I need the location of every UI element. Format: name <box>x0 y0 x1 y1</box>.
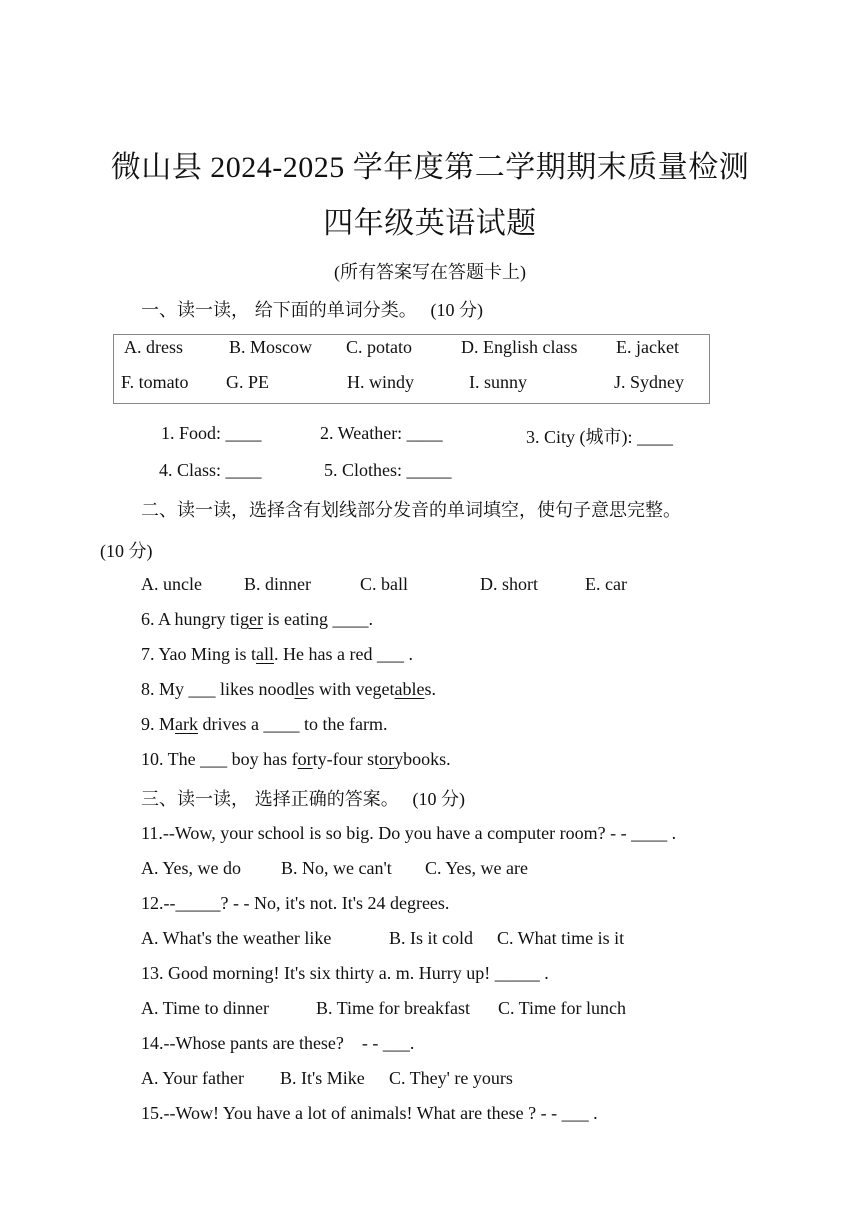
category-clothes: 5. Clothes: _____ <box>324 460 452 480</box>
q9-text-a: 9. M <box>141 714 176 734</box>
q12-option-b: B. Is it cold <box>389 928 473 948</box>
option-short: D. short <box>480 574 538 594</box>
q6-text-b: is eating ____. <box>263 609 373 629</box>
q10-underlined-1: or <box>297 749 313 769</box>
q14-option-b: B. It's Mike <box>280 1068 365 1088</box>
q11-option-b: B. No, we can't <box>281 858 392 878</box>
section1-heading <box>141 296 483 322</box>
word-a: A. dress <box>124 337 183 357</box>
q12-option-c: C. What time is it <box>497 928 625 948</box>
q6-text-a: 6. A hungry ti <box>141 609 241 629</box>
q8-text-b: s with veget <box>307 679 395 699</box>
word-j: J. Sydney <box>614 372 685 392</box>
option-ball: C. ball <box>360 574 408 594</box>
q11-option-c: C. Yes, we are <box>425 858 528 878</box>
question-14: 14.--Whose pants are these? - - ___. <box>141 1033 415 1053</box>
category-weather: 2. Weather: ____ <box>320 423 443 443</box>
question-12: 12.--_____? - - No, it's not. It's 24 degrees. <box>141 893 450 913</box>
section3-heading-text: 三、读一读， 选择正确的答案。 <box>141 789 399 810</box>
q8-underlined-1: le <box>294 679 308 699</box>
question-10 <box>141 749 451 770</box>
q14-option-c: C. They' re yours <box>389 1068 513 1088</box>
question-13: 13. Good morning! It's six thirty a. m. Hurry up! _____ . <box>141 963 549 983</box>
word-g: G. PE <box>226 372 270 392</box>
question-8 <box>141 679 436 700</box>
q14-option-a: A. Your father <box>141 1068 244 1088</box>
q11-option-a: A. Yes, we do <box>141 858 242 878</box>
q10-text-a: 10. The ___ boy has f <box>141 749 298 769</box>
q8-underlined-2: able <box>394 679 425 699</box>
section3-points: (10 分) <box>412 789 465 809</box>
exam-title: 微山县 2024-2025 学年度第二学期期末质量检测 <box>110 151 750 184</box>
exam-subtitle: 四年级英语试题 <box>323 207 537 240</box>
section1-points: (10 分) <box>430 300 483 320</box>
question-6 <box>141 609 373 630</box>
section2-points: (10 分) <box>100 541 153 561</box>
q13-option-a: A. Time to dinner <box>141 998 270 1018</box>
q8-text-c: s. <box>424 679 437 699</box>
category-class: 4. Class: ____ <box>159 460 262 480</box>
q13-option-b: B. Time for breakfast <box>316 998 470 1018</box>
q7-underlined: all <box>256 644 275 664</box>
question-11: 11.--Wow, your school is so big. Do you have a computer room? - - ____ . <box>141 823 677 843</box>
question-7 <box>141 644 413 665</box>
q9-text-b: drives a ____ to the farm. <box>198 714 388 734</box>
q10-text-b: ty-four st <box>312 749 380 769</box>
q7-text-a: 7. Yao Ming is t <box>141 644 257 664</box>
section1-heading-text: 一、读一读， 给下面的单词分类。 <box>141 300 417 321</box>
option-uncle: A. uncle <box>141 574 202 594</box>
q8-text-a: 8. My ___ likes nood <box>141 679 295 699</box>
q9-underlined: ark <box>175 714 198 734</box>
q6-underlined: ger <box>240 609 263 629</box>
section2-heading: 二、读一读，选择含有划线部分发音的单词填空，使句子意思完整。 <box>141 500 681 521</box>
q10-underlined-2: or <box>379 749 395 769</box>
word-e: E. jacket <box>616 337 679 357</box>
word-d: D. English class <box>461 337 578 357</box>
q10-text-c: ybooks. <box>394 749 451 769</box>
word-h: H. windy <box>347 372 414 392</box>
word-i: I. sunny <box>469 372 527 392</box>
word-b: B. Moscow <box>229 337 313 357</box>
category-city: 3. City (城市): ____ <box>526 427 673 447</box>
section3-heading <box>141 785 465 811</box>
question-15: 15.--Wow! You have a lot of animals! What are these ? - - ___ . <box>141 1103 598 1123</box>
q7-text-b: . He has a red ___ . <box>274 644 413 664</box>
option-car: E. car <box>585 574 627 594</box>
category-food: 1. Food: ____ <box>161 423 262 443</box>
word-f: F. tomato <box>121 372 189 392</box>
question-9 <box>141 714 387 735</box>
word-c: C. potato <box>346 337 412 357</box>
q13-option-c: C. Time for lunch <box>498 998 627 1018</box>
answer-note: (所有答案写在答题卡上) <box>334 262 526 282</box>
q12-option-a: A. What's the weather like <box>141 928 332 948</box>
option-dinner: B. dinner <box>244 574 311 594</box>
